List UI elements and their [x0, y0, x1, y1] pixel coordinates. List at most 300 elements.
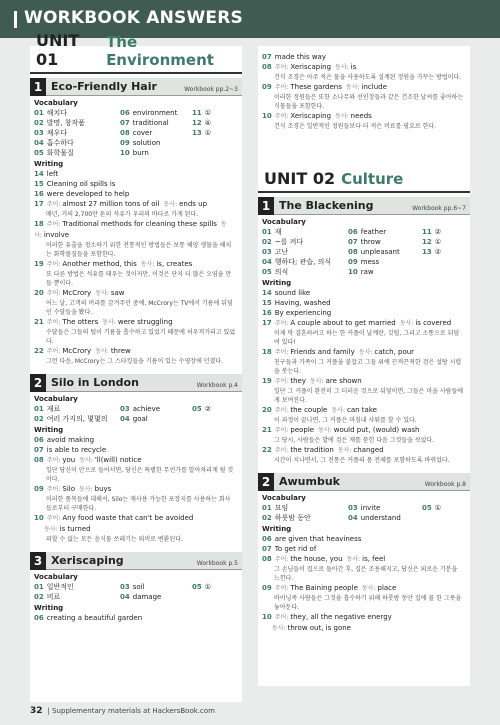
- answer-line: [34, 524, 242, 535]
- translation-text: 건식 조경은 아주 적은 물을 사용하도록 설계된 정원을 가꾸는 방법이다.: [274, 74, 462, 81]
- page-footer: [30, 706, 215, 716]
- answer-text: sound like: [274, 289, 311, 297]
- section-number: 2: [30, 374, 46, 392]
- verb-label: 동사:: [79, 486, 93, 493]
- answer-text: Having, washed: [274, 299, 331, 307]
- vocab-item: [120, 592, 192, 602]
- item-answer: ①: [204, 109, 212, 117]
- unit-name: Culture: [341, 170, 404, 188]
- item-number: 21: [34, 318, 44, 326]
- item-number: 03: [34, 129, 44, 137]
- answer-text: To get rid of: [274, 545, 317, 553]
- item-number: 02: [34, 119, 44, 127]
- translation-text: 매년, 거의 2,700만 톤의 석유가 우리의 바다로 가게 된다.: [46, 211, 199, 218]
- vocabulary-label: Vocabulary: [34, 573, 78, 581]
- vocab-item: [422, 513, 462, 523]
- item-number: 18: [262, 348, 272, 356]
- answer-text: almost 27 million tons of oil: [62, 200, 160, 208]
- verb-text: are shown: [325, 377, 362, 385]
- writing-list: [30, 435, 242, 544]
- verb-text: needs: [350, 112, 372, 120]
- item-number: 05: [422, 504, 432, 512]
- verb-text: were struggling: [117, 318, 173, 326]
- subject-label: 주어:: [274, 407, 289, 414]
- page-number: 32: [30, 706, 43, 716]
- vocab-item: [262, 513, 348, 523]
- vocab-item: [422, 247, 462, 257]
- item-number: 06: [34, 436, 44, 444]
- item-answer: goal: [132, 415, 148, 423]
- vocab-item: [262, 227, 348, 237]
- item-number: 19: [34, 260, 44, 268]
- verb-label: 동사:: [79, 457, 93, 464]
- item-number: 22: [262, 446, 272, 454]
- verb-text: 'll(will) notice: [94, 456, 142, 464]
- item-answer: damage: [132, 593, 162, 601]
- verb-label: 동사:: [163, 201, 178, 208]
- answer-line: [262, 583, 470, 594]
- answer-text: they: [290, 377, 307, 385]
- section-3-heading: [30, 552, 242, 570]
- verb-label: 동사:: [95, 290, 109, 297]
- item-number: 01: [262, 504, 272, 512]
- item-number: 12: [422, 238, 432, 246]
- translation-text: 또 다른 방법은 석유를 태우는 것이지만, 이것은 단지 더 많은 오염을 만들 뿐이다.: [46, 271, 232, 287]
- answer-line: [262, 612, 470, 623]
- item-answer: achieve: [132, 405, 161, 413]
- item-number: 09: [34, 485, 44, 493]
- translation-text: 친구들과 가족이 그 커플을 붙잡고 그들 위에 끈적끈적한 검은 설탕 시럽을 붓는다.: [274, 359, 462, 375]
- answer-text: Friends and family: [290, 348, 355, 356]
- answer-text: is able to recycle: [46, 446, 107, 454]
- right-column: [258, 46, 470, 686]
- writing-label: Writing: [262, 525, 292, 533]
- answer-line: [262, 298, 470, 308]
- translation-text: 그 당시, 사람들은 발에 검은 재를 묻힌 다음 그것들을 씻었다.: [274, 437, 435, 444]
- verb-text: include: [361, 83, 387, 91]
- answer-text: Xeriscaping: [290, 63, 332, 71]
- item-answer: ②: [434, 228, 442, 236]
- item-answer: mess: [360, 258, 380, 266]
- item-answer: environment: [132, 109, 178, 117]
- item-answer: feather: [360, 228, 387, 236]
- verb-text: would put, (would) wash: [333, 426, 420, 434]
- item-number: 10: [34, 514, 44, 522]
- section-title: Eco-Friendly Hair: [51, 80, 157, 93]
- item-number: 07: [34, 446, 44, 454]
- verb-text: is covered: [415, 319, 452, 327]
- vocab-item: [348, 257, 422, 267]
- vocab-item: [34, 138, 120, 148]
- item-number: 11: [192, 109, 202, 117]
- subject-label: 주어:: [274, 614, 289, 621]
- subject-label: 주어:: [46, 515, 61, 522]
- item-answer: throw: [360, 238, 381, 246]
- item-number: 17: [34, 200, 44, 208]
- answer-line: [262, 347, 470, 358]
- item-number: 11: [422, 228, 432, 236]
- page-title: WORKBOOK ANSWERS: [24, 8, 243, 28]
- answer-text: the couple: [290, 406, 328, 414]
- answer-text: Silo: [62, 485, 75, 493]
- vocabulary-grid: [34, 582, 242, 602]
- vocab-item: [34, 148, 120, 158]
- unit-name: The Environment: [106, 33, 214, 69]
- answer-line: [262, 318, 470, 329]
- section-number: 1: [30, 78, 46, 96]
- translation-text: 이 과정이 끝나면, 그 커플은 마침내 샤워를 할 수 있다.: [274, 417, 417, 424]
- item-answer: ~를 켜다: [274, 238, 304, 246]
- answer-text: The Baining people: [290, 584, 358, 592]
- subject-label: 주어:: [46, 348, 61, 355]
- workbook-ref: Workbook pp.6~7: [412, 205, 466, 212]
- vocab-item: [348, 267, 422, 277]
- answer-line: [262, 445, 470, 456]
- item-answer: burn: [132, 149, 149, 157]
- answer-line: [262, 111, 470, 122]
- item-answer: cover: [132, 129, 153, 137]
- unit-label: UNIT 01: [36, 31, 80, 69]
- item-number: 10: [262, 112, 272, 120]
- vocabulary-grid: [34, 404, 242, 424]
- item-number: 05: [192, 583, 202, 591]
- unit-02-heading: [258, 165, 470, 193]
- item-number: 18: [34, 220, 44, 228]
- answer-line: [262, 425, 470, 436]
- item-number: 03: [262, 248, 272, 256]
- item-number: 09: [262, 83, 272, 91]
- answer-line: [34, 179, 242, 189]
- item-number: 06: [120, 109, 130, 117]
- vocab-item: [120, 118, 192, 128]
- answer-text: McCrory: [62, 347, 92, 355]
- vocab-item: [192, 414, 232, 424]
- verb-text: ends up: [179, 200, 208, 208]
- item-number: 06: [34, 614, 44, 622]
- verb-text: changed: [353, 446, 384, 454]
- answer-line: [262, 376, 470, 387]
- answer-line: [34, 219, 242, 241]
- subject-label: 주어:: [46, 486, 61, 493]
- item-answer: ②: [434, 248, 442, 256]
- answer-line: [34, 317, 242, 328]
- left-column: [30, 31, 242, 702]
- verb-label: 동사:: [358, 349, 373, 356]
- vocab-item: [192, 404, 232, 414]
- item-number: 02: [262, 514, 272, 522]
- workbook-ref: Workbook p.5: [196, 560, 238, 567]
- translation-text: 이제 막 결혼하려고 하는 한 커플이 날계란, 깃털, 그리고 소똥으로 뒤덮여 있다!: [274, 330, 460, 346]
- verb-label: 동사:: [346, 556, 361, 563]
- item-number: 09: [120, 139, 130, 147]
- vocab-item: [34, 414, 120, 424]
- subject-label: 주어:: [46, 221, 61, 228]
- vocab-item: [262, 247, 348, 257]
- answer-line: [34, 189, 242, 199]
- vocab-item: [192, 582, 232, 592]
- verb-text: involve: [43, 231, 70, 239]
- section-title: Silo in London: [51, 376, 139, 389]
- item-number: 01: [262, 228, 272, 236]
- answer-text: Cleaning oil spills is: [46, 180, 116, 188]
- verb-label: 동사:: [102, 319, 116, 326]
- vocab-item: [422, 257, 462, 267]
- writing-label: Writing: [34, 160, 64, 168]
- verb-text: saw: [110, 289, 125, 297]
- subject-label: 주어:: [274, 378, 289, 385]
- item-number: 05: [34, 149, 44, 157]
- answer-line: [34, 259, 242, 270]
- vocab-item: [34, 592, 120, 602]
- answer-text: Any food waste that can't be avoided: [62, 514, 194, 522]
- answer-line: [34, 445, 242, 455]
- vocab-item: [192, 138, 232, 148]
- item-answer: 채우다: [46, 129, 68, 137]
- answer-line: [34, 513, 242, 524]
- vocabulary-grid: [262, 503, 470, 523]
- item-number: 07: [120, 119, 130, 127]
- vocab-item: [120, 108, 192, 118]
- verb-label: 동사:: [335, 64, 349, 71]
- item-number-spacer: [34, 525, 41, 533]
- item-number: 08: [120, 129, 130, 137]
- subject-label: 주어:: [46, 261, 61, 268]
- item-number: 13: [192, 129, 202, 137]
- answer-text: Another method, this: [62, 260, 137, 268]
- vocab-item: [422, 237, 462, 247]
- verb-label: 동사:: [140, 261, 155, 268]
- item-number: 16: [262, 309, 272, 317]
- answer-line: [34, 613, 242, 623]
- item-number: 21: [262, 426, 272, 434]
- answer-text: The otters: [62, 318, 99, 326]
- subject-label: 주어:: [274, 447, 289, 454]
- item-number: 09: [348, 258, 358, 266]
- vocab-item: [120, 148, 192, 158]
- answer-line: [262, 405, 470, 416]
- item-answer: 하룻밤 동안: [274, 514, 311, 522]
- vocab-item: [192, 148, 232, 158]
- vocab-item: [192, 128, 232, 138]
- item-answer: 발명, 창작품: [46, 119, 86, 127]
- item-number: 20: [34, 289, 44, 297]
- answer-text: Traditional methods for cleaning these spills: [62, 220, 217, 228]
- subject-label: 주어:: [274, 556, 289, 563]
- item-answer: ④: [204, 119, 212, 127]
- answer-line: [34, 169, 242, 179]
- answer-text: left: [46, 170, 59, 178]
- translation-text: 그런 다음, McCrory는 그 스타킹들을 기름이 있는 수영장에 던졌다.: [46, 358, 224, 365]
- answer-text: made this way: [274, 53, 326, 61]
- verb-label: 동사:: [318, 427, 332, 434]
- vocab-item: [348, 227, 422, 237]
- section-title: The Blackening: [279, 199, 374, 212]
- answer-text: are given that heaviness: [274, 535, 362, 543]
- verb-label: 동사:: [345, 84, 360, 91]
- item-number: 14: [34, 170, 44, 178]
- item-number: 17: [262, 319, 272, 327]
- verb-text: place: [377, 584, 397, 592]
- item-number: 04: [262, 258, 272, 266]
- item-answer: ①: [204, 583, 212, 591]
- answer-line: [262, 544, 470, 554]
- vocabulary-label: Vocabulary: [34, 395, 78, 403]
- section-title: Awumbuk: [279, 475, 340, 488]
- answer-line: [262, 623, 470, 634]
- item-number: 04: [120, 415, 130, 423]
- subject-label: 동사:: [272, 625, 286, 632]
- item-number: 16: [34, 190, 44, 198]
- item-number: 03: [348, 504, 358, 512]
- section-1-heading: [30, 78, 242, 96]
- item-number: 01: [34, 405, 44, 413]
- answer-text: avoid making: [46, 436, 95, 444]
- writing-list: [258, 534, 470, 634]
- subject-label: 주어:: [46, 457, 61, 464]
- translation-text: 건식 조경은 일반적인 정원들보다 더 적은 비료를 필요로 한다.: [274, 123, 437, 130]
- subject-label: 주어:: [46, 319, 61, 326]
- translation-text: 일단 당신이 안으로 들어서면, 당신은 특별한 무언가를 알아차리게 될 것이다.: [46, 467, 234, 483]
- item-number: 04: [120, 593, 130, 601]
- subject-label: 주어:: [274, 427, 289, 434]
- section-2-heading: [258, 473, 470, 491]
- vocab-item: [34, 108, 120, 118]
- item-number: 04: [348, 514, 358, 522]
- item-answer: ①: [204, 129, 212, 137]
- vocabulary-label: Vocabulary: [34, 99, 78, 107]
- verb-label: 동사:: [310, 378, 324, 385]
- writing-list: [258, 288, 470, 465]
- answer-text: you: [62, 456, 76, 464]
- subject-label: 주어:: [274, 113, 289, 120]
- vocabulary-label: Vocabulary: [262, 218, 306, 226]
- item-answer: unpleasant: [360, 248, 400, 256]
- answer-text: By experiencing: [274, 309, 332, 317]
- translation-text: 어느 날, 고객의 머리를 감겨주던 중에, McCrory는 TV에서 기름에 뒤덮인 수달들을 봤다.: [46, 300, 233, 316]
- item-number: 01: [34, 583, 44, 591]
- answer-line: [34, 288, 242, 299]
- item-answer: soil: [132, 583, 145, 591]
- answer-text: creating a beautiful garden: [46, 614, 143, 622]
- workbook-ref: Workbook pp.2~3: [184, 86, 238, 93]
- vocab-item: [120, 404, 192, 414]
- item-answer: 행하다; 관습, 의식: [274, 258, 332, 266]
- translation-text: 시간이 지나면서, 그 전통은 커플의 몸 전체를 포함하도록 바뀌었다.: [274, 457, 450, 464]
- item-number: 06: [348, 228, 358, 236]
- answer-line: [262, 82, 470, 93]
- item-answer: 해치다: [46, 109, 68, 117]
- verb-label: 동사:: [331, 407, 345, 414]
- answer-line: [262, 288, 470, 298]
- item-answer: 일반적인: [46, 583, 74, 591]
- item-number: 02: [34, 415, 44, 423]
- item-number: 09: [262, 584, 272, 592]
- item-number: 08: [34, 456, 44, 464]
- subject-label: 주어:: [274, 320, 289, 327]
- vocab-item: [422, 503, 462, 513]
- unit-label: UNIT 02: [264, 169, 336, 188]
- translation-text: 이러한 유출을 청소하기 위한 전통적인 방법들은 보통 해양 생물을 해치는 화학물질들을 포함한다.: [46, 242, 232, 258]
- item-number: 04: [34, 139, 44, 147]
- verb-text: catch, pour: [374, 348, 415, 356]
- subject-label: 주어:: [274, 84, 289, 91]
- verb-text: is: [350, 63, 357, 71]
- answer-line: [262, 308, 470, 318]
- unit-01-heading: [30, 31, 242, 74]
- writing-list: [30, 169, 242, 366]
- workbook-ref: Workbook p.4: [196, 382, 238, 389]
- translation-text: 이러한 품목들에 대해서, Silo는 재사용 가능한 포장지를 사용하는 회사들로부터 구매한다.: [46, 496, 231, 512]
- footer-text: | Supplementary materials at HackersBook.com: [47, 707, 215, 715]
- item-number: 10: [262, 613, 272, 621]
- vocab-item: [120, 414, 192, 424]
- item-answer: ①: [434, 504, 442, 512]
- vocab-item: [422, 267, 462, 277]
- vocabulary-label: Vocabulary: [262, 494, 306, 502]
- answer-text: throw out, is gone: [287, 624, 351, 632]
- answer-line: [262, 554, 470, 565]
- answer-text: Xeriscaping: [290, 112, 332, 120]
- section-number: 3: [30, 552, 46, 570]
- answer-text: were developed to help: [46, 190, 130, 198]
- writing-label: Writing: [34, 604, 64, 612]
- vocab-item: [262, 503, 348, 513]
- translation-text: 수달들은 그들의 털이 기름을 흡수하고 있었기 때문에 허우적거리고 있었다.: [46, 329, 236, 345]
- item-answer: raw: [360, 268, 374, 276]
- verb-text: is, feel: [362, 555, 386, 563]
- vocab-item: [120, 128, 192, 138]
- item-answer: 의식: [274, 268, 289, 276]
- answer-line: [34, 455, 242, 466]
- item-number: 13: [422, 248, 432, 256]
- answer-text: the house, you: [290, 555, 343, 563]
- section-2-heading: [30, 374, 242, 392]
- translation-text: 일단 그 커플이 완전히 그 더러운 것으로 뒤덮이면, 그들은 마을 사람들에게 보여진다.: [274, 388, 464, 404]
- item-answer: 재: [274, 228, 282, 236]
- answer-line: [34, 435, 242, 445]
- item-number: 05: [192, 405, 202, 413]
- workbook-ref: Workbook p.8: [424, 481, 466, 488]
- answer-text: A couple about to get married: [290, 319, 396, 327]
- vocabulary-grid: [34, 108, 242, 158]
- item-number: 07: [262, 545, 272, 553]
- item-number: 15: [34, 180, 44, 188]
- item-answer: 화학물질: [46, 149, 74, 157]
- item-answer: 묘임: [274, 504, 289, 512]
- item-number-spacer: [262, 624, 269, 632]
- translation-text: 바이닝족 사람들은 그것을 흡수하기 위해 하룻밤 동안 집에 물 한 그릇을 놓아둔다.: [274, 595, 462, 611]
- vocab-item: [422, 227, 462, 237]
- answer-text: they, all the negative energy: [290, 613, 392, 621]
- answer-text: These gardens: [290, 83, 342, 91]
- item-answer: ①: [434, 238, 442, 246]
- answer-text: McCrory: [62, 289, 92, 297]
- answer-line: [34, 346, 242, 357]
- subject-label: 주어:: [274, 349, 289, 356]
- answer-text: people: [290, 426, 315, 434]
- section-number: 2: [258, 473, 274, 491]
- item-answer: invite: [360, 504, 381, 512]
- subject-label: 주어:: [46, 290, 61, 297]
- translation-text: 그 손님들이 집으로 돌아간 후, 집은 조용해지고, 당신은 외로운 기분을 느낀다.: [274, 566, 458, 582]
- item-number: 14: [262, 289, 272, 297]
- item-number: 02: [34, 593, 44, 601]
- verb-label: 동사:: [34, 221, 227, 239]
- verb-label: 동사:: [361, 585, 376, 592]
- item-number: 12: [192, 119, 202, 127]
- verb-label: 동사:: [337, 447, 352, 454]
- item-answer: ②: [204, 405, 212, 413]
